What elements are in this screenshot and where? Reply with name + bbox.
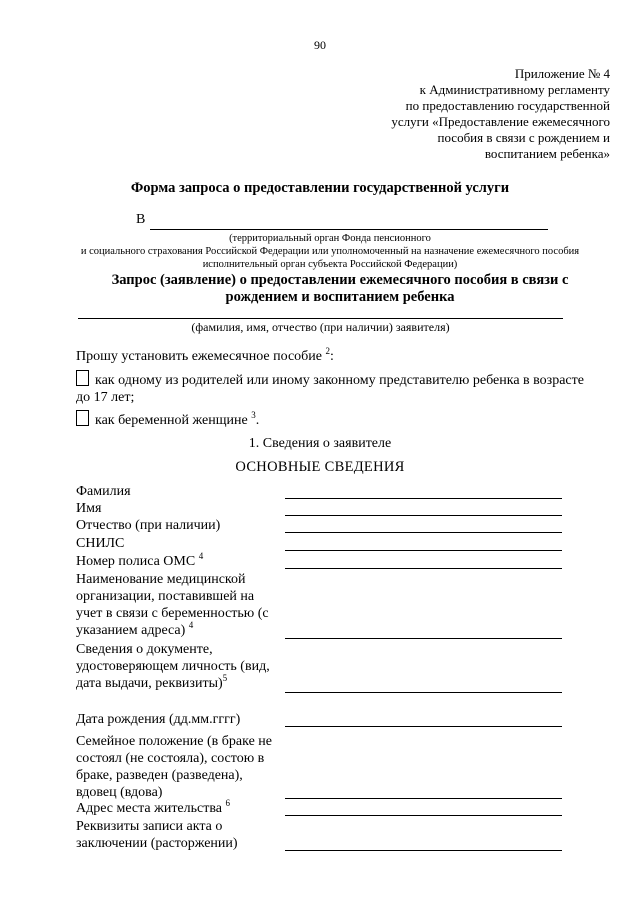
intro-main: Прошу установить ежемесячное пособие — [76, 349, 322, 364]
field-label-marriage-record: Реквизиты записи акта о заключении (расторжении) — [76, 819, 238, 851]
section-subheading: ОСНОВНЫЕ СВЕДЕНИЯ — [235, 459, 405, 475]
field-input-oms-policy[interactable] — [285, 568, 562, 569]
authority-caption-line: исполнительный орган субъекта Российской Федерации) — [202, 259, 458, 270]
appendix-line: Приложение № 4 — [514, 66, 610, 81]
addressee-prefix: В — [136, 212, 146, 227]
appendix-line: по предоставлению государственной — [405, 98, 610, 113]
appendix-line: услуги «Предоставление ежемесячного — [391, 114, 610, 129]
appendix-line: воспитанием ребенка» — [484, 146, 610, 161]
field-input-marital-status[interactable] — [285, 798, 562, 799]
section-heading: 1. Сведения о заявителе — [248, 436, 392, 451]
intro-text — [76, 348, 334, 365]
field-label-patronymic: Отчество (при наличии) — [76, 518, 221, 533]
field-label-address: Адрес места жительства $^6$ — [76, 798, 230, 816]
field-input-name[interactable] — [285, 515, 562, 516]
applicant-name-field[interactable] — [78, 318, 563, 319]
appendix-line: пособия в связи с рождением и — [437, 130, 610, 145]
option-parent-checkbox[interactable] — [76, 370, 89, 386]
field-label-oms-policy: Номер полиса ОМС $^4$ — [76, 551, 204, 569]
field-label-medical-org: Наименование медицинской организации, поставившей на учет в связи с беременностью (с указанием адреса) $^4$ — [76, 572, 269, 638]
field-input-marriage-record[interactable] — [285, 850, 562, 851]
option-parent-label: как одному из родителей или иному законному представителю ребенка в возрасте до 17 лет; — [76, 373, 584, 405]
footnote-ref: 2 — [325, 346, 330, 356]
authority-caption-line: (территориальный орган Фонда пенсионного — [229, 233, 431, 244]
field-input-patronymic[interactable] — [285, 532, 562, 533]
option-pregnant — [76, 410, 596, 429]
appendix-header — [310, 66, 610, 162]
option-pregnant-label: как беременной женщине — [95, 413, 248, 428]
field-input-id-document[interactable] — [285, 692, 562, 693]
field-label-snils: СНИЛС — [76, 536, 125, 551]
option-parent — [76, 370, 596, 406]
applicant-caption: (фамилия, имя, отчество (при наличии) заявителя) — [191, 320, 450, 334]
request-title — [60, 272, 620, 306]
field-input-medical-org[interactable] — [285, 638, 562, 639]
field-input-snils[interactable] — [285, 550, 562, 551]
option-pregnant-tail: . — [255, 413, 260, 428]
field-label-name: Имя — [76, 501, 102, 516]
page-number: 90 — [314, 38, 326, 52]
authority-caption — [40, 232, 620, 271]
field-label-marital-status: Семейное положение (в браке не состоял (не состояла), состою в браке, разведен (разведена), вдовец (вдова) — [76, 734, 272, 800]
field-input-surname[interactable] — [285, 498, 562, 499]
form-title: Форма запроса о предоставлении государственной услуги — [130, 180, 510, 196]
field-input-birth-date[interactable] — [285, 726, 562, 727]
footnote-ref: 3 — [251, 410, 256, 420]
option-pregnant-checkbox[interactable] — [76, 410, 89, 426]
request-title-line: рождением и воспитанием ребенка — [225, 289, 455, 305]
field-label-surname: Фамилия — [76, 484, 131, 499]
field-label-id-document: Сведения о документе, удостоверяющем личность (вид, дата выдачи, реквизиты)$^5$ — [76, 642, 270, 691]
addressee-field[interactable] — [150, 229, 548, 230]
authority-caption-line: и социального страхования Российской Федерации или уполномоченный на назначение ежемесячного пособия — [80, 246, 580, 257]
field-input-address[interactable] — [285, 815, 562, 816]
field-label-birth-date: Дата рождения (дд.мм.гггг) — [76, 712, 241, 727]
request-title-line: Запрос (заявление) о предоставлении ежемесячного пособия в связи с — [111, 272, 569, 288]
appendix-line: к Административному регламенту — [419, 82, 610, 97]
intro-tail: : — [330, 349, 334, 364]
